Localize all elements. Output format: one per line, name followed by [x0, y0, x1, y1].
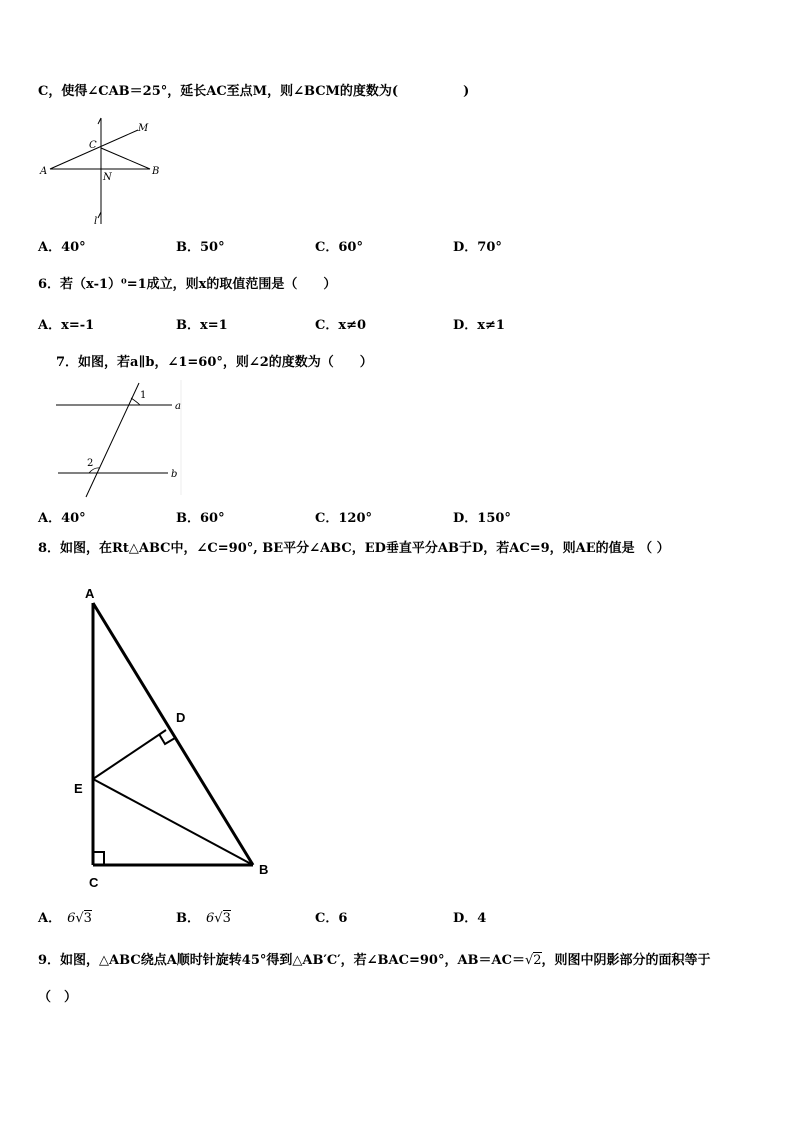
radical-sign-icon: √ [75, 911, 84, 926]
q5-figure [40, 118, 165, 228]
q7-text: 7．如图，若a∥b，∠1=60°，则∠2的度数为（ ） [56, 355, 373, 370]
q8-figure [70, 580, 280, 895]
q7-option-c: C．120° [315, 511, 372, 526]
q7-label-a: a [175, 401, 181, 412]
q9-line1 [38, 952, 711, 970]
q8-label-B: B [259, 862, 269, 877]
q5-label-l: l [94, 216, 98, 227]
q8-option-b-radicand: 3 [222, 911, 231, 926]
q8-label-E: E [74, 781, 83, 796]
q8-option-b-prefix: B． [176, 911, 200, 926]
q9-sqrt-value: 2 [533, 953, 542, 968]
q8-option-a [38, 910, 92, 928]
q8-option-c-value: 6 [338, 911, 348, 926]
q8-option-d-value: 4 [477, 911, 487, 926]
q9-line2: （ ） [38, 990, 78, 1005]
q7-option-d: D．150° [453, 511, 511, 526]
q8-text: 8．如图，在Rt△ABC中，∠C=90°, BE平分∠ABC，ED垂直平分AB于D，若AC=9，则AE的值是 （ ） [38, 541, 670, 556]
radical-sign-icon: √ [214, 911, 223, 926]
q7-figure [56, 380, 186, 500]
q8-label-D: D [176, 710, 186, 725]
q6-text: 6．若（x-1）⁰=1成立，则x的取值范围是（ ） [38, 277, 337, 292]
q5-label-C: C [89, 140, 97, 151]
q8-option-b-coef: 6 [206, 911, 215, 926]
q7-option-b: B．60° [176, 511, 225, 526]
q8-option-a-prefix: A． [38, 911, 62, 926]
q5-option-c: C．60° [315, 240, 363, 255]
q6-option-c: C．x≠0 [315, 318, 367, 333]
q5-label-B: B [152, 166, 160, 177]
q8-label-A: A [85, 586, 95, 601]
q7-label-b: b [171, 469, 178, 480]
q8-option-c-prefix: C． [315, 911, 339, 926]
q5-option-a: A．40° [38, 240, 86, 255]
q5-label-N: N [103, 172, 112, 183]
q6-option-d: D．x≠1 [453, 318, 505, 333]
q8-option-d-prefix: D． [453, 911, 478, 926]
q7-option-a: A．40° [38, 511, 86, 526]
q6-option-a: A．x=-1 [38, 318, 95, 333]
radical-sign-icon: √ [524, 953, 534, 968]
q5-text: C，使得∠CAB＝25°，延长AC至点M，则∠BCM的度数为( ) [38, 84, 470, 99]
q7-label-2: 2 [87, 458, 94, 469]
q8-option-c [315, 910, 347, 928]
q5-option-d: D．70° [453, 240, 502, 255]
q9-text-after: ，则图中阴影部分的面积等于 [541, 953, 711, 968]
q5-label-A: A [40, 166, 48, 177]
q9-text-main: 9．如图，△ABC绕点A顺时针旋转45°得到△AB′C′，若∠BAC=90°，AB＝AC＝ [38, 953, 525, 968]
q5-label-M: M [138, 123, 149, 134]
q8-option-b [176, 910, 231, 928]
q8-option-d [453, 910, 486, 928]
q8-label-C: C [89, 875, 99, 890]
q8-option-a-radicand: 3 [83, 911, 92, 926]
q5-option-b: B．50° [176, 240, 225, 255]
q7-label-1: 1 [140, 390, 147, 401]
q8-option-a-coef: 6 [67, 911, 76, 926]
q6-option-b: B．x=1 [176, 318, 228, 333]
